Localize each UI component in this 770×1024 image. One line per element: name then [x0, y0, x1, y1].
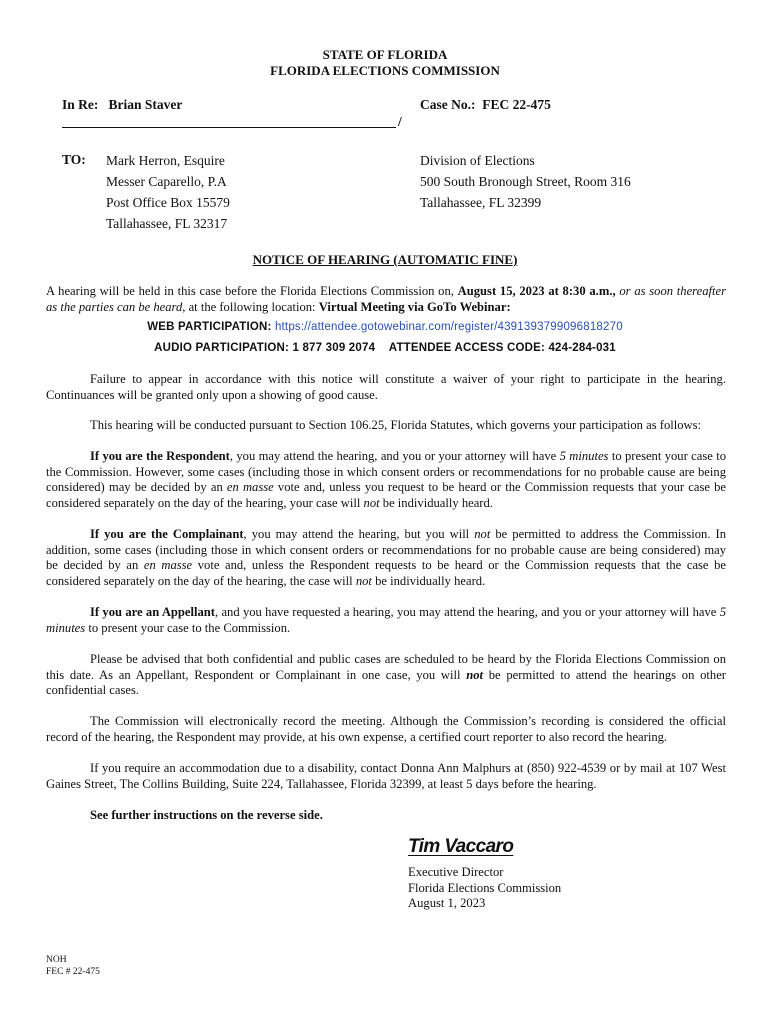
further-instructions: See further instructions on the reverse side.	[90, 808, 323, 822]
intro-paragraph: A hearing will be held in this case before the Florida Elections Commission on, August 15, 2023 at 8:30 a.m., or as soon thereafter as the parties can be heard, at the following location: Virtual Meeting via GoTo Webinar:	[46, 284, 726, 314]
signer-title: Executive Director	[408, 865, 504, 879]
respondent-paragraph: If you are the Respondent, you may attend the hearing, and you or your attorney will have 5 minutes to present your case to the Commission. However, some cases (including those in which consent orders or recommendations for no probable cause are being considered) may be decided by an en masse vote and, unless you request to be heard or the Commission requests that your case be considered separately on the day of the hearing, your case will not be individually heard.	[46, 449, 726, 510]
recipient-line: Messer Caparello, P.A	[106, 174, 227, 189]
recipient-line: Post Office Box 15579	[106, 195, 230, 210]
signer-organization: Florida Elections Commission	[408, 880, 562, 895]
division-address	[420, 150, 631, 213]
signature-block	[408, 865, 561, 912]
web-participation: WEB PARTICIPATION: https://attendee.gotowebinar.com/register/4391393799096818270	[147, 321, 623, 333]
audio-participation: AUDIO PARTICIPATION: 1 877 309 2074 ATTENDEE ACCESS CODE: 424-284-031	[154, 342, 616, 354]
appellant-paragraph: If you are an Appellant, and you have requested a hearing, you may attend the hearing, and you or your attorney will have 5 minutes to present your case to the Commission.	[46, 605, 726, 635]
hearing-location: Virtual Meeting via GoTo Webinar:	[318, 299, 511, 314]
advised-paragraph: Please be advised that both confidential and public cases are scheduled to be heard by the Florida Elections Commission on this date. As an Appellant, Respondent or Complainant in one case, you will not be permitted to attend the hearings on other confidential cases.	[46, 652, 726, 697]
notice-title: NOTICE OF HEARING (AUTOMATIC FINE)	[252, 252, 518, 267]
access-code: ATTENDEE ACCESS CODE: 424-284-031	[388, 342, 616, 354]
to-label: TO:	[62, 152, 86, 167]
webinar-link[interactable]: https://attendee.gotowebinar.com/register/4391393799096818270	[274, 321, 623, 333]
recipient-line: Mark Herron, Esquire	[106, 153, 225, 168]
footer-code: NOH	[46, 955, 67, 965]
recipient-address	[106, 150, 230, 234]
header-state: STATE OF FLORIDA	[322, 47, 448, 62]
recipient-line: Tallahassee, FL 32317	[106, 216, 228, 231]
caption-slash: /	[398, 114, 402, 129]
conducted-paragraph: This hearing will be conducted pursuant to Section 106.25, Florida Statutes, which governs your participation as follows:	[90, 418, 702, 432]
signature-date: August 1, 2023	[408, 896, 486, 910]
division-line: Tallahassee, FL 32399	[420, 195, 542, 210]
header-commission: FLORIDA ELECTIONS COMMISSION	[270, 63, 500, 78]
hearing-date: August 15, 2023 at 8:30 a.m.,	[457, 284, 616, 298]
document-footer	[46, 954, 100, 978]
complainant-paragraph: If you are the Complainant, you may attend the hearing, but you will not be permitted to address the Commission. In addition, some cases (including those in which consent orders or recommendations for no probable cause are being considered) may be decided by an en masse vote and, unless the Respondent requests to be heard or the Commission requests that the case be considered separately on the day of the hearing, the case will not be individually heard.	[46, 527, 726, 588]
in-re-line: In Re: Brian Staver	[62, 97, 183, 112]
division-line: 500 South Bronough Street, Room 316	[420, 174, 631, 189]
failure-paragraph: Failure to appear in accordance with this notice will constitute a waiver of your right to participate in the hearing. Continuances will be granted only upon a showing of good cause.	[46, 372, 726, 402]
document-header	[0, 47, 770, 79]
footer-case-number: FEC # 22-475	[46, 967, 100, 977]
accommodation-paragraph: If you require an accommodation due to a disability, contact Donna Ann Malphurs at (850) 922-4539 or by mail at 107 West Gaines Street, The Collins Building, Suite 224, Tallahassee, Florida 32399, at least 5 days before the hearing.	[46, 761, 726, 791]
record-paragraph: The Commission will electronically record the meeting. Although the Commission’s recording is considered the official record of the hearing, the Respondent may provide, at his own expense, a certified court reporter to also record the hearing.	[46, 714, 726, 744]
case-number: Case No.: FEC 22-475	[420, 97, 551, 112]
signature-name: Tim Vaccaro	[408, 836, 514, 857]
division-line: Division of Elections	[420, 153, 535, 168]
caption-rule	[62, 127, 396, 128]
